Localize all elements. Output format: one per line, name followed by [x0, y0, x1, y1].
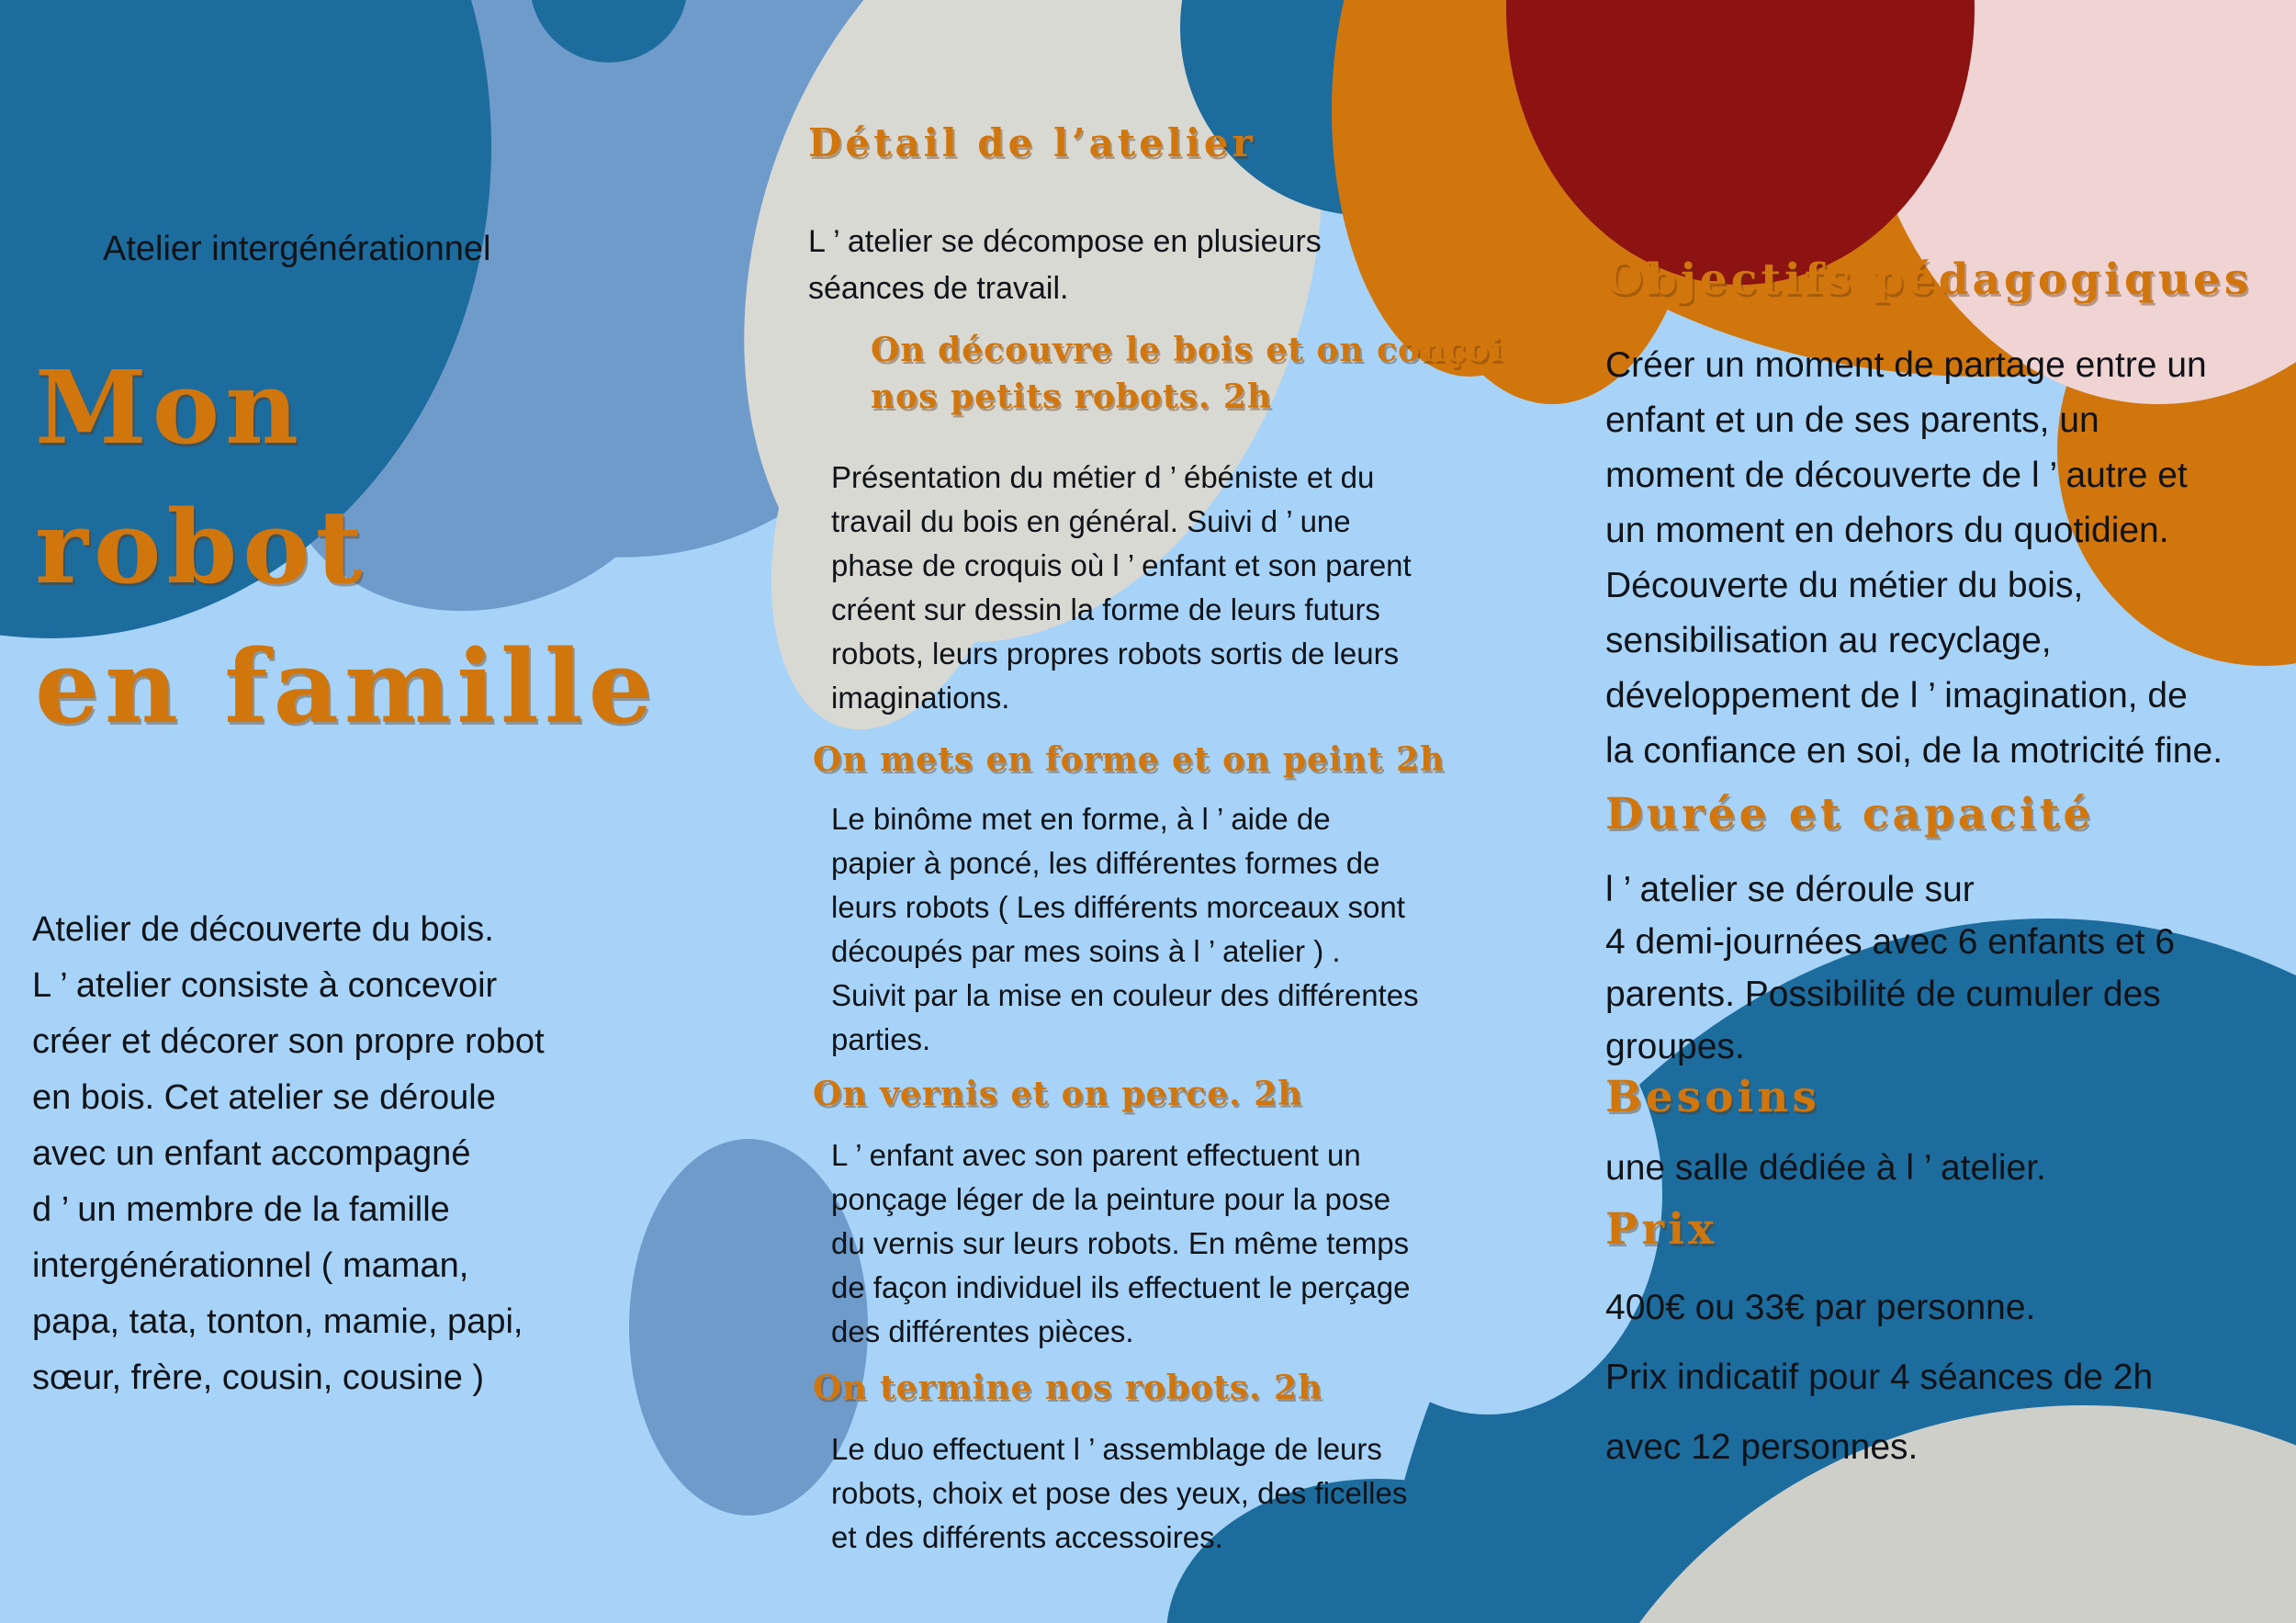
text-line: 4 demi-journées avec 6 enfants et 6 — [1605, 922, 2176, 962]
text-line: parents. Possibilité de cumuler des — [1605, 975, 2161, 1014]
section-body-duree — [1605, 863, 2175, 1073]
text-line: papier à poncé, les différentes formes de — [831, 846, 1380, 880]
text-line: robots, leurs propres robots sortis de leurs — [831, 637, 1400, 671]
text-line: l ’ atelier se déroule sur — [1605, 870, 1975, 909]
text-line: leurs robots ( Les différents morceaux sont — [831, 890, 1405, 924]
text-line: en bois. Cet atelier se déroule — [32, 1078, 496, 1117]
heading-line: nos petits robots. 2h — [871, 378, 1273, 416]
text-line: Atelier de découverte du bois. — [32, 910, 494, 949]
text-line: ponçage léger de la peinture pour la pose — [831, 1182, 1391, 1216]
section-body-besoins — [1605, 1142, 2046, 1194]
brochure-title — [35, 338, 658, 757]
text-line: Présentation du métier d ’ ébéniste et du — [831, 460, 1375, 494]
section-heading-duree: Durée et capacité — [1605, 789, 2095, 840]
text-line: 400€ ou 33€ par personne. — [1605, 1288, 2036, 1327]
middle-heading: Détail de l’atelier — [808, 120, 1256, 165]
section-heading-decouvre — [871, 327, 1503, 421]
text-line: créent sur dessin la forme de leurs futurs — [831, 592, 1380, 626]
text-line: la confiance en soi, de la motricité fine. — [1605, 731, 2223, 771]
text-line: un moment en dehors du quotidien. — [1605, 511, 2169, 550]
heading-line: On mets en forme et on peint 2h — [813, 740, 1446, 779]
text-line: développement de l ’ imagination, de — [1605, 676, 2188, 716]
section-body-vernis — [831, 1133, 1410, 1354]
text-line: moment de découverte de l ’ autre et — [1605, 456, 2188, 495]
text-line: Le binôme met en forme, à l ’ aide de — [831, 802, 1331, 836]
middle-intro — [808, 219, 1322, 312]
text-line: L ’ enfant avec son parent effectuent un — [831, 1138, 1361, 1172]
text-line: Prix indicatif pour 4 séances de 2h — [1605, 1358, 2154, 1397]
text-line: sœur, frère, cousin, cousine ) — [32, 1358, 485, 1397]
text-line: Le duo effectuent l ’ assemblage de leurs — [831, 1432, 1382, 1466]
section-body-mets-en-forme — [831, 797, 1419, 1062]
text-line: et des différents accessoires. — [831, 1520, 1223, 1554]
text-line: du vernis sur leurs robots. En même temps — [831, 1226, 1410, 1260]
text-line: phase de croquis où l ’ enfant et son parent — [831, 548, 1412, 582]
text-line: parties. — [831, 1022, 931, 1056]
section-heading-objectifs: Objectifs pédagogiques — [1605, 254, 2253, 305]
section-body-termine — [831, 1427, 1407, 1560]
text-line: d ’ un membre de la famille — [32, 1190, 450, 1229]
text-line: sensibilisation au recyclage, — [1605, 621, 2052, 660]
title-line: en famille — [35, 627, 658, 746]
text-line: avec un enfant accompagné — [32, 1134, 471, 1173]
text-line: créer et décorer son propre robot — [32, 1022, 545, 1061]
text-line: Découverte du métier du bois, — [1605, 566, 2084, 605]
text-line: séances de travail. — [808, 271, 1069, 306]
text-line: intergénérationnel ( maman, — [32, 1246, 469, 1285]
workshop-type-label: Atelier intergénérationnel — [103, 230, 491, 268]
section-body-decouvre — [831, 456, 1412, 720]
text-line: groupes. — [1605, 1027, 1745, 1066]
text-line: Suivit par la mise en couleur des différentes — [831, 978, 1419, 1012]
title-line: Mon — [35, 348, 305, 467]
text-line: imaginations. — [831, 681, 1010, 715]
section-heading-prix: Prix — [1605, 1204, 1717, 1255]
section-heading-termine — [813, 1365, 1322, 1412]
section-heading-vernis — [813, 1071, 1302, 1118]
text-line: avec 12 personnes. — [1605, 1427, 1919, 1467]
text-line: de façon individuel ils effectuent le perçage — [831, 1270, 1411, 1304]
text-line: papa, tata, tonton, mamie, papi, — [32, 1302, 523, 1341]
text-line: enfant et un de ses parents, un — [1605, 400, 2099, 440]
heading-line: On vernis et on perce. 2h — [813, 1075, 1303, 1113]
text-line: Créer un moment de partage entre un — [1605, 345, 2207, 385]
title-line: robot — [35, 488, 368, 606]
text-line: robots, choix et pose des yeux, des ficelles — [831, 1476, 1408, 1510]
text-line: L ’ atelier se décompose en plusieurs — [808, 224, 1322, 259]
text-line: une salle dédiée à l ’ atelier. — [1605, 1148, 2046, 1188]
text-line: travail du bois en général. Suivi d ’ une — [831, 504, 1351, 538]
section-body-objectifs — [1605, 338, 2223, 779]
text-line: L ’ atelier consiste à concevoir — [32, 966, 498, 1005]
text-line: des différentes pièces. — [831, 1314, 1134, 1348]
heading-line: On termine nos robots. 2h — [813, 1369, 1323, 1407]
section-heading-besoins: Besoins — [1605, 1072, 1820, 1122]
workshop-description-paragraph — [32, 902, 730, 1406]
section-heading-mets-en-forme — [813, 737, 1445, 783]
section-body-prix — [1605, 1273, 2153, 1482]
heading-line: On découvre le bois et on conçoi — [871, 331, 1503, 369]
text-line: découpés par mes soins à l ’ atelier ) . — [831, 934, 1341, 968]
